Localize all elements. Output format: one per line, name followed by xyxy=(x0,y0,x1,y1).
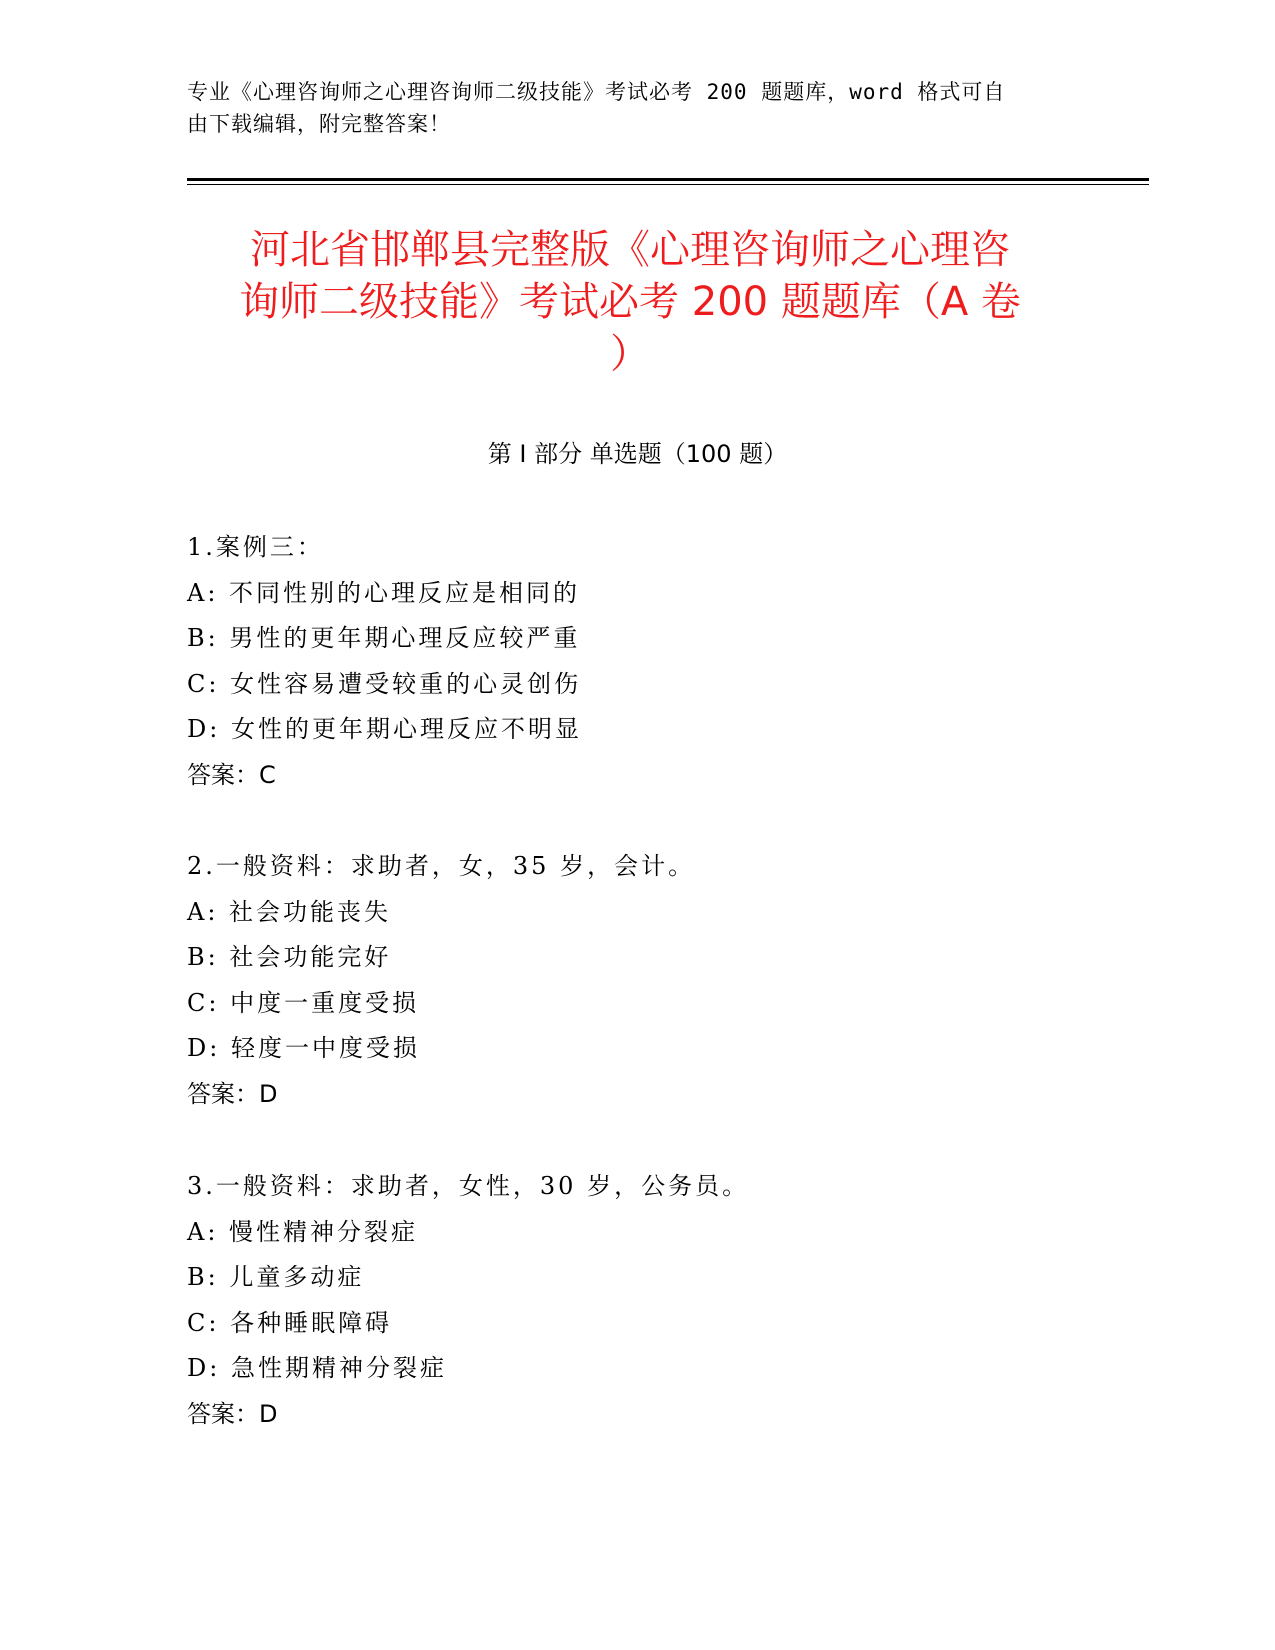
question-stem: 3.一般资料：求助者，女性，30 岁，公务员。 xyxy=(187,1172,750,1200)
question-1 xyxy=(187,525,1087,798)
option-b: B: 男性的更年期心理反应较严重 xyxy=(187,624,581,652)
option-a: A: 不同性别的心理反应是相同的 xyxy=(187,578,581,607)
option-d: D: 轻度一中度受损 xyxy=(187,1034,420,1062)
section-title: 第 I 部分 单选题（100 题） xyxy=(487,440,788,468)
header-divider-thick xyxy=(187,178,1149,181)
option-a: A: 社会功能丧失 xyxy=(187,897,392,926)
answer: 答案：D xyxy=(187,1079,278,1108)
option-b: B: 儿童多动症 xyxy=(187,1263,365,1291)
answer: 答案：C xyxy=(187,760,276,789)
option-c: C: 女性容易遭受较重的心灵创伤 xyxy=(187,669,582,698)
document-title xyxy=(190,224,1070,380)
option-b: B: 社会功能完好 xyxy=(187,943,392,971)
question-3 xyxy=(187,1164,1087,1437)
document-title-line-2: 询师二级技能》考试必考 200 题题库（A 卷 xyxy=(239,279,1021,325)
document-title-line-3: ） xyxy=(610,331,650,377)
question-stem: 1.案例三： xyxy=(187,533,324,561)
header-divider-thin xyxy=(187,184,1149,185)
option-d: D: 女性的更年期心理反应不明显 xyxy=(187,715,582,743)
option-c: C: 各种睡眠障碍 xyxy=(187,1308,393,1337)
header-note-line-1: 专业《心理咨询师之心理咨询师二级技能》考试必考 200 题题库，word 格式可自 xyxy=(187,80,1006,104)
answer: 答案：D xyxy=(187,1399,278,1428)
header-note xyxy=(187,76,1087,140)
header-note-line-2: 由下载编辑，附完整答案！ xyxy=(187,112,451,136)
document-title-line-1: 河北省邯郸县完整版《心理咨询师之心理咨 xyxy=(250,227,1010,273)
option-a: A: 慢性精神分裂症 xyxy=(187,1217,419,1246)
option-c: C: 中度一重度受损 xyxy=(187,988,420,1017)
question-stem: 2.一般资料：求助者，女，35 岁，会计。 xyxy=(187,852,696,880)
question-2 xyxy=(187,844,1087,1117)
option-d: D: 急性期精神分裂症 xyxy=(187,1354,447,1382)
